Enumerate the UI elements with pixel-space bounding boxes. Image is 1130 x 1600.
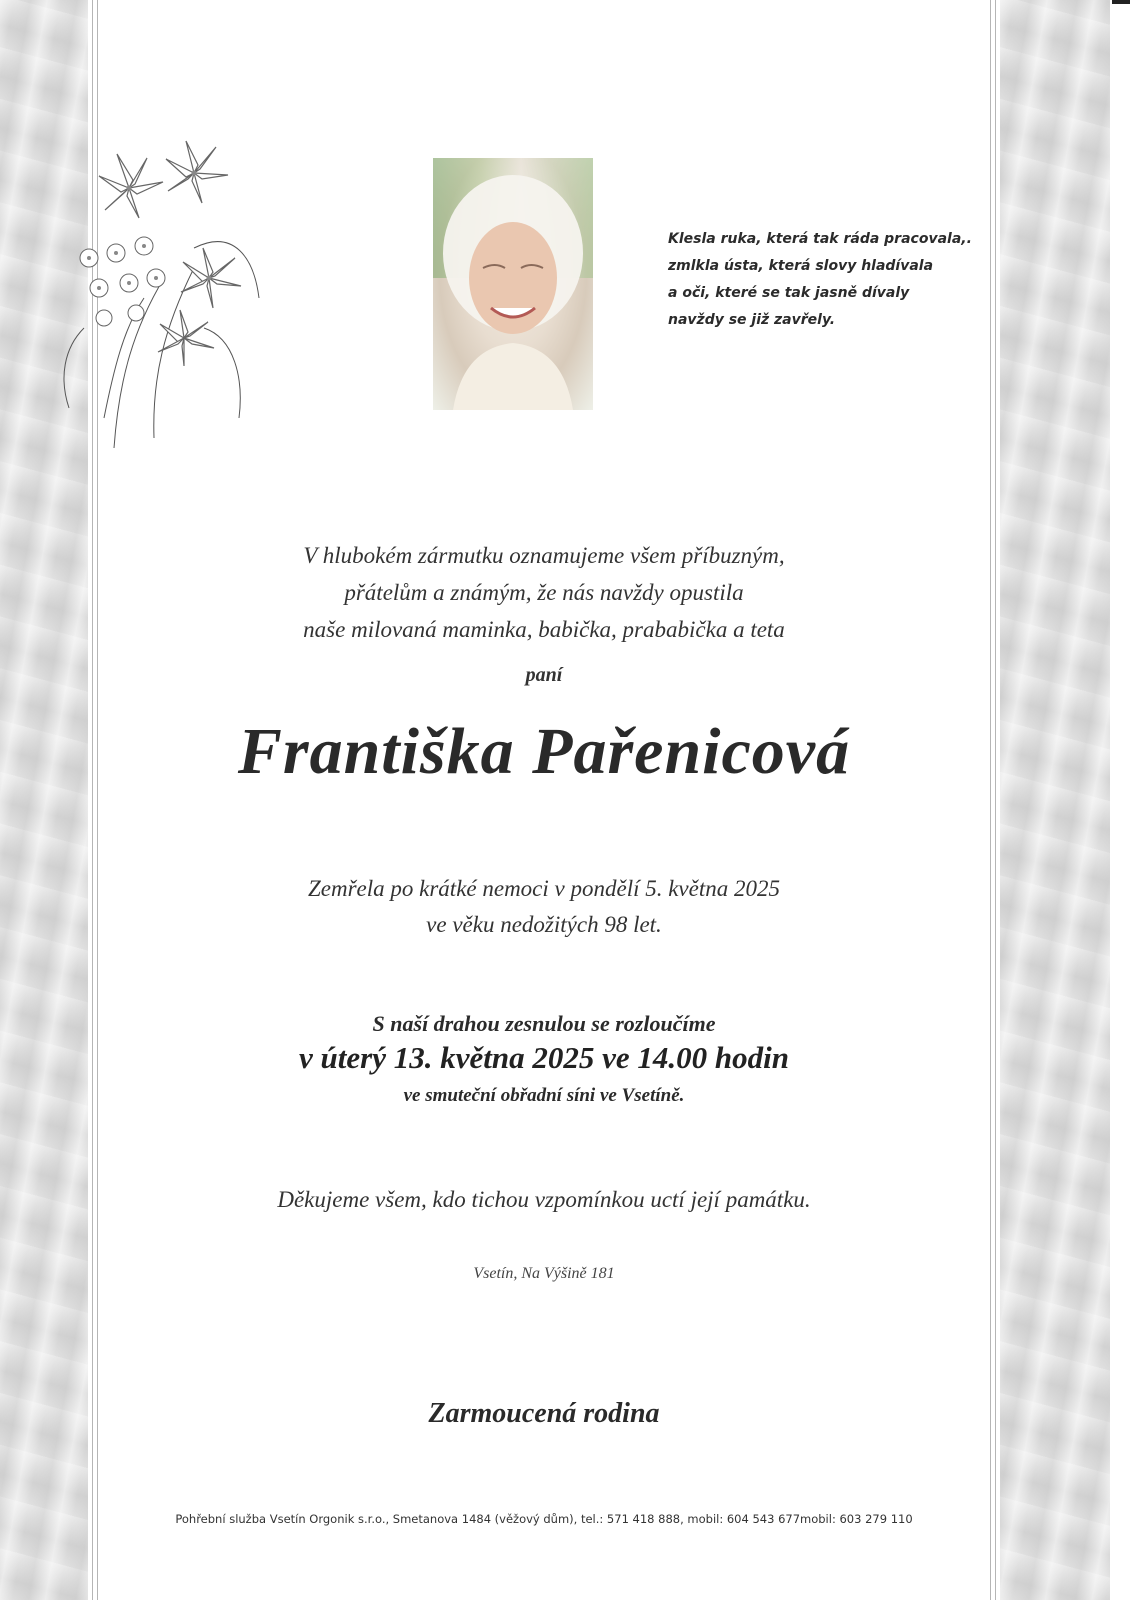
- signature: Zarmoucená rodina: [428, 1398, 660, 1429]
- memorial-quote: [668, 226, 978, 334]
- funeral-service-footer: Pohřební služba Vsetín Orgonik s.r.o., Smetanova 1484 (věžový dům), tel.: 571 418 888, mobil: 604 543 677mobil: 603 279 110: [175, 1512, 913, 1526]
- corner-mark: [1112, 0, 1130, 4]
- frame-rule-right-outer: [995, 0, 996, 1600]
- quote-line: zmlkla ústa, která slovy hladívala: [668, 258, 934, 274]
- frame-rule-right-inner: [990, 0, 991, 1600]
- announcement-line: V hlubokém zármutku oznamujeme všem příbuzným,: [303, 543, 785, 568]
- title-word: paní: [525, 664, 563, 686]
- death-info: [88, 871, 1000, 943]
- farewell-place: ve smuteční obřadní síni ve Vsetíně.: [403, 1085, 685, 1106]
- announcement-line: naše milovaná maminka, babička, prababička a teta: [303, 617, 785, 642]
- quote-line: a oči, které se tak jasně dívaly: [668, 285, 910, 301]
- lily-flowers-icon: [44, 128, 274, 458]
- death-info-line: Zemřela po krátké nemoci v pondělí 5. května 2025: [307, 876, 780, 901]
- page-edge: [1110, 0, 1130, 1600]
- family-address: Vsetín, Na Výšině 181: [473, 1265, 615, 1282]
- farewell-intro: S naší drahou zesnulou se rozloučíme: [372, 1011, 716, 1036]
- death-info-line: ve věku nedožitých 98 let.: [426, 912, 662, 937]
- thanks-text: Děkujeme všem, kdo tichou vzpomínkou uctí její památku.: [277, 1187, 811, 1212]
- quote-line: Klesla ruka, která tak ráda pracovala,.: [668, 231, 972, 247]
- portrait-photo: [433, 158, 593, 410]
- marble-border-right: [1000, 0, 1110, 1600]
- quote-line: navždy se již zavřely.: [668, 312, 836, 328]
- announcement: [88, 537, 1000, 648]
- announcement-line: přátelům a známým, že nás navždy opustila: [344, 580, 744, 605]
- deceased-name: Františka Pařenicová: [237, 715, 851, 788]
- farewell-datetime: v úterý 13. května 2025 ve 14.00 hodin: [299, 1040, 789, 1075]
